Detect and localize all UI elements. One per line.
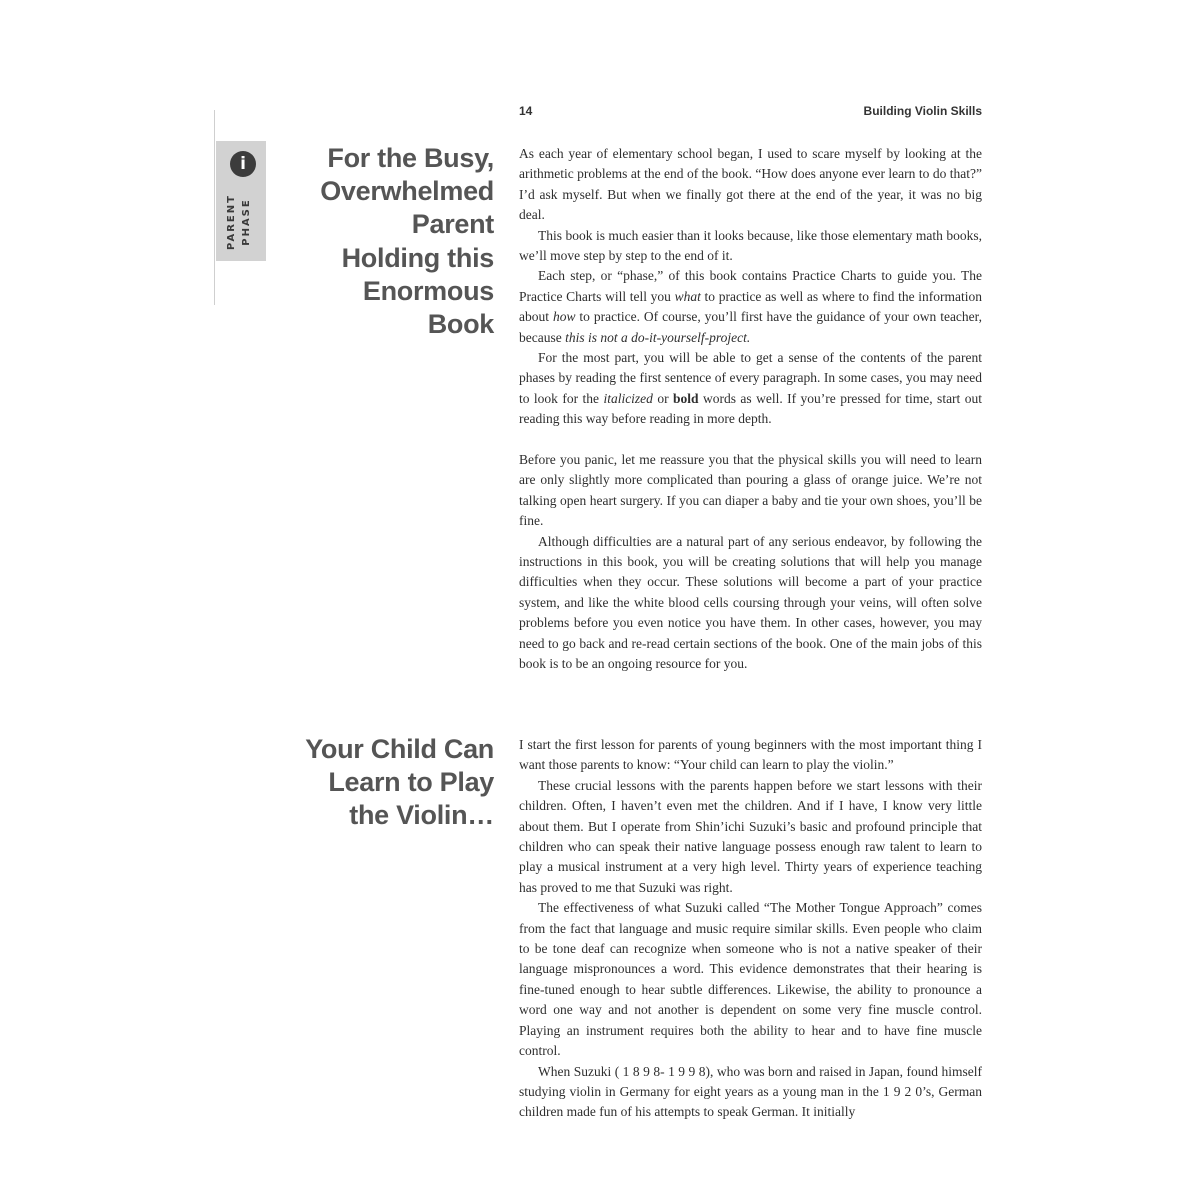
heading-line: Book <box>427 309 494 340</box>
section2-body <box>519 735 982 1123</box>
heading-line: Holding this <box>341 242 494 273</box>
section-heading-child-can-learn <box>194 733 494 833</box>
paragraph: These crucial lessons with the parents happen before we start lessons with their children. Often, I haven’t even met the children. And if I have, I know very little about them. But I operate from Shin’ichi Suzuki’s basic and profound principle that children who can speak their native language possess enough raw talent to learn to play a musical instrument at a very high level. Thirty years of experience teaching has proved to me that Suzuki was right. <box>519 777 982 895</box>
heading-line: Overwhelmed <box>320 176 494 207</box>
paragraph: As each year of elementary school began, I used to scare myself by looking at the arithmetic problems at the end of the book. “How does anyone ever learn to do that?” I’d ask myself. But when we finally got there at the end of the year, it was no big deal. <box>519 146 982 223</box>
heading-line: Your Child Can <box>305 734 494 764</box>
heading-line: Learn to Play <box>328 767 494 798</box>
italic-text: italicized <box>603 390 653 406</box>
heading-line: Parent <box>411 209 494 240</box>
info-icon: i <box>230 151 256 177</box>
bold-text: bold <box>673 390 699 406</box>
paragraph: For the most part, you will be able to get a sense of the contents of the parent phases by reading the first sentence of every paragraph. In some cases, you may need to look for the italicized or bold words as well. If you’re pressed for time, start out reading this way before reading in more depth. <box>519 350 982 427</box>
paragraph: Although difficulties are a natural part of any serious endeavor, by following the instructions in this book, you will be creating solutions that will help you manage difficulties when they occur. These solutions will become a part of your practice system, and like the white blood cells coursing through your veins, will often solve problems before you even notice you have them. In other cases, however, you may need to go back and re-read certain sections of the book. One of the main jobs of this book is to be an ongoing resource for you. <box>519 533 982 672</box>
italic-text: what <box>674 288 701 304</box>
heading-line: the Violin… <box>349 800 494 831</box>
paragraph: I start the first lesson for parents of young beginners with the most important thing I want those parents to know: “Your child can learn to play the violin.” <box>519 737 982 773</box>
paragraph: The effectiveness of what Suzuki called “The Mother Tongue Approach” comes from the fact that language and music require similar skills. Even people who claim to be tone deaf can recognize when someone who is not a native speaker of their language mispronounces a word. This evidence demonstrates that their hearing is fine-tuned enough to hear subtle differences. Likewise, the ability to pronounce a word one way and not another is dependent on some very fine muscle control. Playing an instrument requires both the ability to hear and to have fine muscle control. <box>519 900 982 1059</box>
tab-label-line1: PARENT <box>226 194 237 250</box>
running-head: Building Violin Skills <box>863 104 982 118</box>
page-number: 14 <box>519 104 533 118</box>
section1-body-part2 <box>519 450 982 674</box>
italic-text: this is not a do-it-yourself-project. <box>565 329 751 345</box>
italic-text: how <box>552 309 576 325</box>
paragraph: When Suzuki ( 1 8 9 8- 1 9 9 8), who was born and raised in Japan, found himself studying violin in Germany for eight years as a young man in the 1 9 2 0’s, German children made fun of his attempts to speak German. It initially <box>519 1063 982 1120</box>
heading-line: For the Busy, <box>327 143 494 173</box>
paragraph: Each step, or “phase,” of this book contains Practice Charts to guide you. The Practice Charts will tell you what to practice as well as where to find the information about how to practice. Of course, you’ll first have the guidance of your own teacher, because this is not a do-it-yourself-project. <box>519 268 983 345</box>
tab-label-line2: PHASE <box>241 198 252 246</box>
paragraph: This book is much easier than it looks because, like those elementary math books, we’ll move step by step to the end of it. <box>519 227 982 264</box>
section1-body-part1 <box>519 144 982 430</box>
section-heading-busy-parent <box>194 142 494 341</box>
paragraph: Before you panic, let me reassure you that the physical skills you will need to learn are only slightly more complicated than pouring a glass of orange juice. We’re not talking open heart surgery. If you can diaper a baby and tie your own shoes, you’ll be fine. <box>519 452 982 529</box>
heading-line: Enormous <box>362 275 494 306</box>
